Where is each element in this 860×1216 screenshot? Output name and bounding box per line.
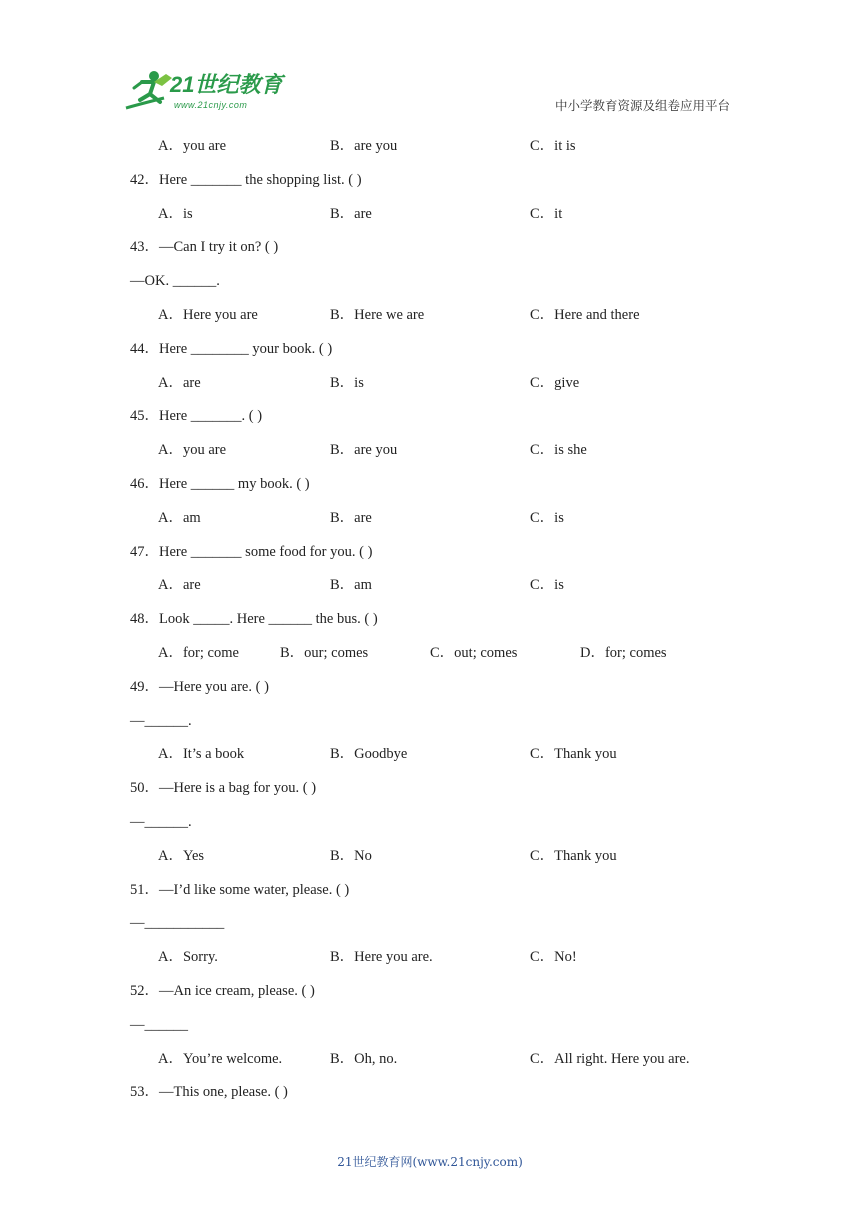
option-a: A．for; come: [158, 644, 239, 661]
option-c: C．Thank you: [530, 847, 617, 864]
page-footer: 21世纪教育网(www.21cnjy.com): [337, 1155, 523, 1169]
question-response: —___________: [130, 915, 225, 932]
option-c: C．is: [530, 577, 564, 594]
header-tagline: 中小学教育资源及组卷应用平台: [554, 98, 730, 113]
question-stem: 52．—An ice cream, please. ( ): [130, 982, 315, 999]
options-row: [130, 434, 750, 468]
question-stem: 53．—This one, please. ( ): [130, 1084, 288, 1101]
question-stem: 47．Here _______ some food for you. ( ): [130, 543, 373, 560]
option-c: C．out; comes: [430, 644, 518, 661]
options-row: [130, 130, 750, 164]
option-d: D．for; comes: [580, 644, 667, 661]
option-a: A．Here you are: [158, 306, 258, 323]
option-c: C．Thank you: [530, 746, 617, 763]
option-c: C．it: [530, 205, 563, 222]
logo-url: www.21cnjy.com: [174, 100, 248, 110]
options-row: [130, 637, 750, 671]
option-b: B．No: [330, 847, 372, 864]
question-stem: 42．Here _______ the shopping list. ( ): [130, 171, 362, 188]
question-response: —______.: [130, 712, 192, 729]
options-row: [130, 840, 750, 874]
question-stem: 45．Here _______. ( ): [130, 408, 263, 425]
option-a: A．is: [158, 205, 193, 222]
option-b: B．are you: [330, 442, 398, 459]
question-stem: 49．—Here you are. ( ): [130, 678, 269, 695]
options-row: [130, 941, 750, 975]
option-c: C．No!: [530, 949, 577, 966]
question-stem: 48．Look _____. Here ______ the bus. ( ): [130, 611, 378, 628]
option-a: A．are: [158, 374, 201, 391]
logo-text: 21世纪教育: [170, 72, 283, 97]
logo: [120, 68, 290, 116]
option-c: C．give: [530, 374, 580, 391]
option-a: A．am: [158, 509, 201, 526]
question-stem: 43．—Can I try it on? ( ): [130, 239, 279, 256]
question-response: —______: [130, 1016, 188, 1033]
option-a: A．It’s a book: [158, 746, 245, 763]
options-row: [130, 299, 750, 333]
options-row: [130, 738, 750, 772]
question-stem: 44．Here ________ your book. ( ): [130, 340, 333, 357]
question-list: [130, 130, 750, 1110]
option-c: C．it is: [530, 138, 576, 154]
options-row: [130, 502, 750, 536]
option-a: A．are: [158, 577, 201, 594]
option-c: C．Here and there: [530, 306, 640, 323]
page-header: [0, 0, 860, 130]
question-stem: 51．—I’d like some water, please. ( ): [130, 881, 350, 898]
option-b: B．are you: [330, 138, 398, 154]
question-stem: 46．Here ______ my book. ( ): [130, 475, 310, 492]
question-stem: 50．—Here is a bag for you. ( ): [130, 780, 317, 797]
option-b: B．are: [330, 509, 372, 526]
question-response: —OK. ______.: [130, 273, 220, 290]
option-b: B．are: [330, 205, 372, 222]
options-row: [130, 1043, 750, 1077]
option-c: C．is: [530, 509, 564, 526]
options-row: [130, 569, 750, 603]
question-response: —______.: [130, 813, 192, 830]
option-c: C．All right. Here you are.: [530, 1050, 690, 1067]
option-b: B．Oh, no.: [330, 1050, 398, 1067]
options-row: [130, 198, 750, 232]
option-b: B．our; comes: [280, 644, 369, 661]
option-a: A．Sorry.: [158, 949, 218, 966]
option-b: B．am: [330, 577, 372, 594]
option-a: A．you are: [158, 442, 227, 459]
option-c: C．is she: [530, 442, 587, 459]
options-row: [130, 367, 750, 401]
option-b: B．Here you are.: [330, 949, 433, 966]
option-a: A．you are: [158, 138, 227, 154]
option-b: B．Here we are: [330, 306, 425, 323]
option-a: A．Yes: [158, 847, 205, 864]
option-b: B．Goodbye: [330, 746, 408, 763]
option-a: A．You’re welcome.: [158, 1050, 283, 1067]
option-b: B．is: [330, 374, 364, 391]
